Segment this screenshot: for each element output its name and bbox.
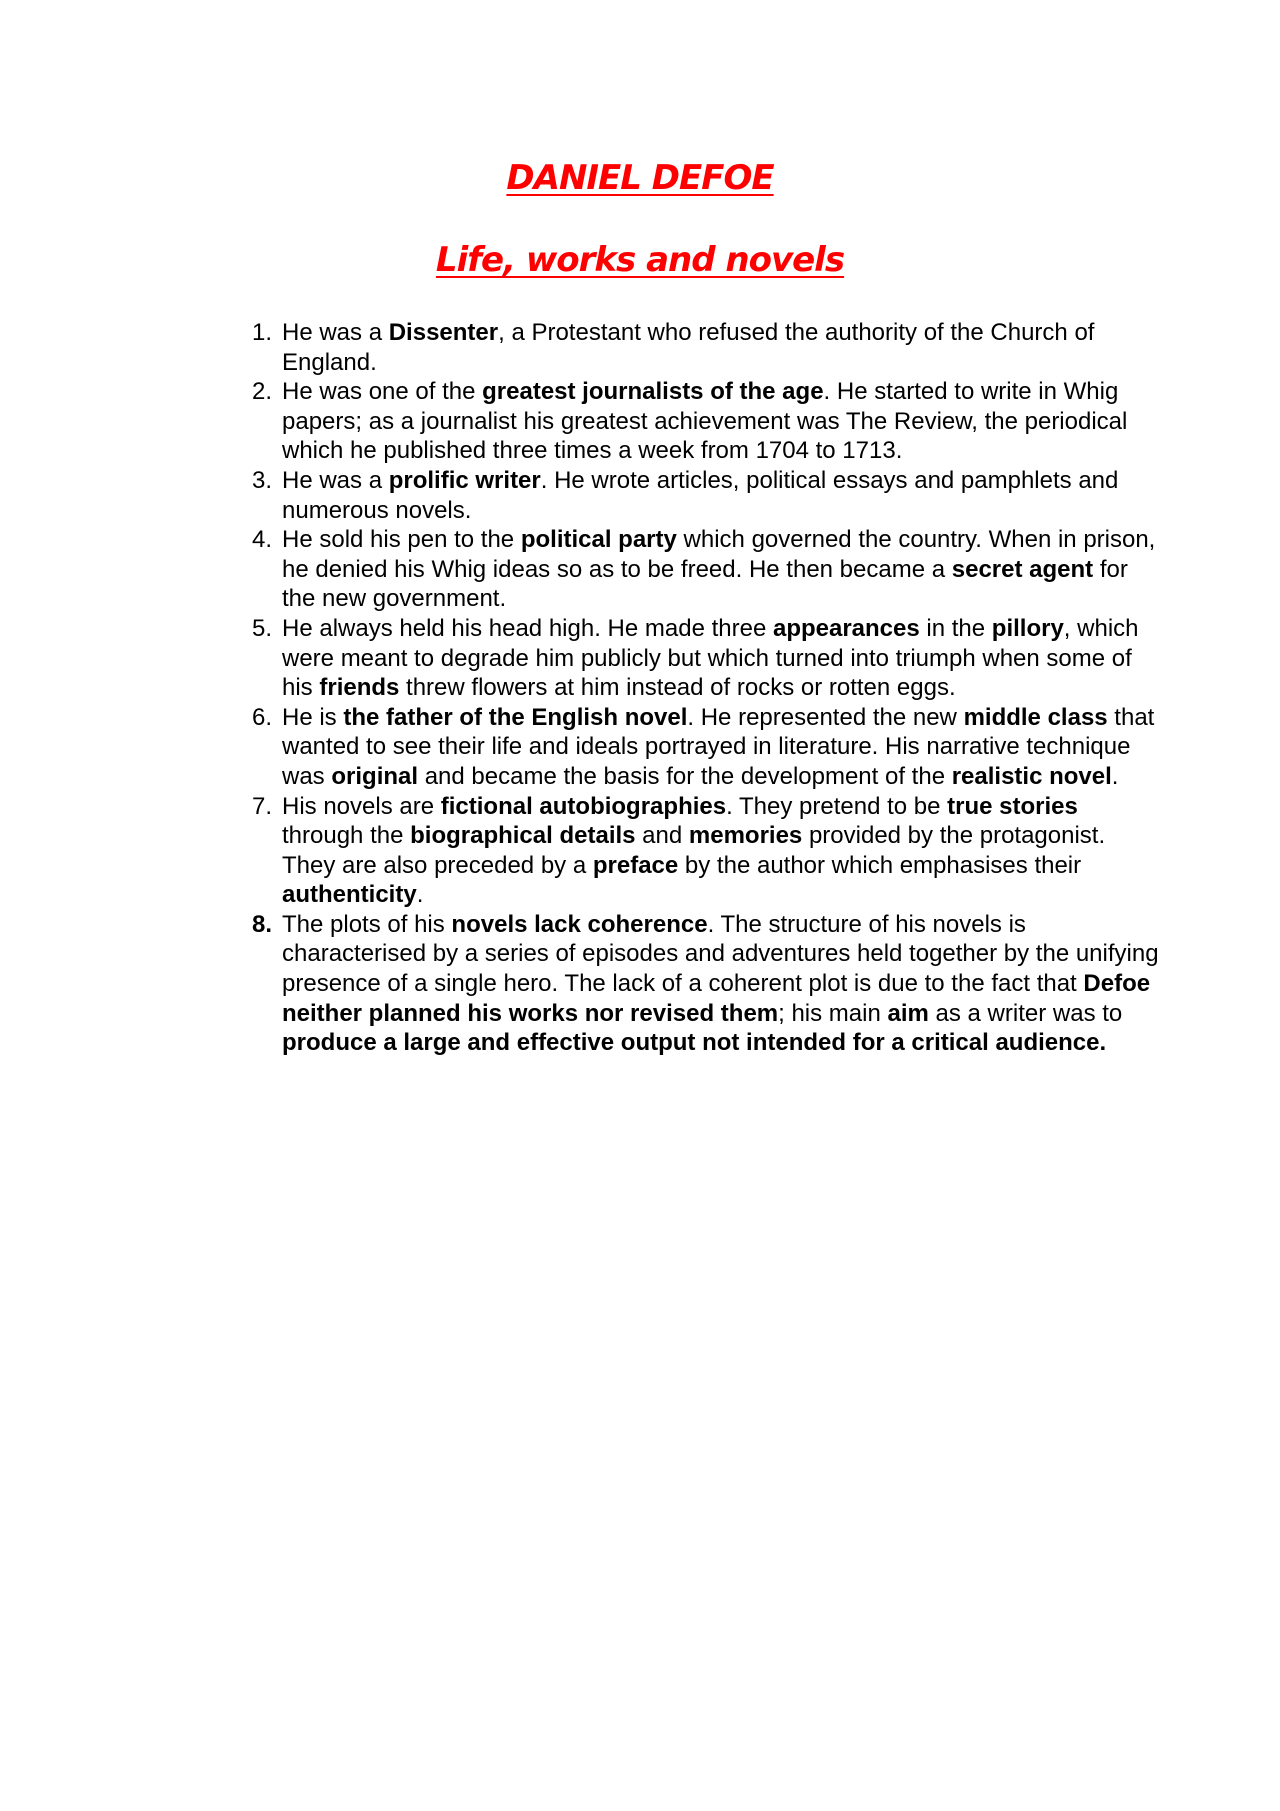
emphasis-text: realistic novel — [951, 762, 1112, 790]
list-item — [240, 703, 1160, 792]
numbered-list — [240, 318, 1160, 1058]
body-text: ; his main — [778, 999, 888, 1027]
list-item — [240, 910, 1160, 1058]
body-text: . He represented the new — [687, 703, 964, 731]
list-item — [240, 525, 1160, 614]
list-item-number: 7. — [251, 792, 272, 820]
body-text: , which were meant to degrade him publicly but which turned into triumph when some of his — [282, 614, 1139, 702]
list-item-text — [282, 615, 1139, 701]
list-item-number: 4. — [251, 526, 272, 554]
list-item — [240, 466, 1160, 525]
body-text: and became the basis for the development of the — [418, 762, 952, 790]
emphasis-text: biographical details — [410, 822, 636, 850]
emphasis-text: appearances — [772, 614, 920, 642]
emphasis-text: aim — [887, 999, 929, 1027]
body-text: for the new government. — [282, 555, 1128, 613]
list-item-number: 8. — [251, 910, 272, 938]
body-text: . — [1111, 762, 1119, 790]
emphasis-text: authenticity — [282, 881, 417, 909]
emphasis-text: prolific writer — [388, 466, 541, 494]
list-item-text — [282, 911, 1159, 1056]
emphasis-text: secret agent — [951, 555, 1094, 583]
body-text: in the — [919, 614, 992, 642]
list-item-number: 6. — [251, 703, 272, 731]
list-item — [240, 318, 1160, 377]
list-item-text — [282, 793, 1105, 909]
emphasis-text: preface — [592, 851, 679, 879]
emphasis-text: Dissenter — [388, 319, 499, 346]
body-text: and — [635, 822, 689, 850]
list-item-number: 2. — [251, 378, 272, 406]
list-item-text — [282, 467, 1118, 524]
emphasis-text: produce a large and effective output not intended for a critical audience. — [282, 1029, 1107, 1057]
emphasis-text: middle class — [963, 703, 1108, 731]
list-item-text — [282, 526, 1155, 612]
list-item — [240, 377, 1160, 466]
list-item-text — [282, 319, 1094, 376]
body-text: His novels are — [282, 792, 441, 820]
body-text: . They pretend to be — [726, 792, 948, 820]
emphasis-text: pillory — [991, 614, 1064, 642]
body-text: provided by the protagonist. They are also preceded by a — [282, 822, 1106, 879]
body-text: He was a — [282, 466, 389, 494]
body-text: . The structure of his novels is characterised by a series of episodes and adventures held together by the unifying presence of a single hero. The lack of a coherent plot is due to the fact that — [282, 910, 1159, 998]
list-item — [240, 792, 1160, 910]
body-text: which governed the country. When in prison, he denied his Whig ideas so as to be freed. He then became a — [282, 526, 1156, 583]
document-title: DANIEL DEFOE — [506, 158, 774, 198]
body-text: . — [416, 881, 424, 909]
list-item-text — [282, 704, 1154, 790]
emphasis-text: true stories — [947, 792, 1078, 820]
body-text: through the — [282, 822, 411, 850]
body-text: The plots of his — [282, 910, 452, 938]
emphasis-text: novels lack coherence — [451, 910, 708, 938]
body-text: , a Protestant who refused the authority of the Church of England. — [282, 319, 1095, 376]
body-text: . He wrote articles, political essays and pamphlets and numerous novels. — [282, 466, 1119, 524]
emphasis-text: memories — [688, 822, 803, 850]
emphasis-text: political party — [520, 526, 677, 554]
body-text: as a writer was to — [928, 999, 1123, 1027]
emphasis-text: fictional autobiographies — [440, 792, 727, 820]
emphasis-text: greatest journalists of the age — [482, 378, 824, 406]
emphasis-text: the father of the English novel — [343, 703, 688, 731]
body-text: He was a — [282, 319, 389, 346]
body-text: He always held his head high. He made three — [282, 614, 773, 642]
emphasis-text: friends — [319, 674, 400, 702]
document-subtitle: Life, works and novels — [435, 240, 845, 280]
list-item-number: 1. — [251, 319, 272, 346]
body-text: by the author which emphasises their — [678, 851, 1082, 879]
body-text: He was one of the — [282, 378, 483, 406]
body-text: that wanted to see their life and ideals portrayed in literature. His narrative technique was — [282, 703, 1155, 790]
body-text: He is — [282, 703, 344, 731]
list-item-number: 5. — [251, 614, 272, 642]
list-item — [240, 614, 1160, 703]
body-text: threw flowers at him instead of rocks or rotten eggs. — [399, 674, 956, 702]
list-item-number: 3. — [251, 466, 272, 494]
emphasis-text: original — [331, 762, 419, 790]
body-text: . He started to write in Whig papers; as a journalist his greatest achievement was The Review, the periodical which he published three times a week from 1704 to 1713. — [282, 378, 1128, 465]
emphasis-text: Defoe neither planned his works nor revised them — [282, 970, 1151, 1027]
body-text: He sold his pen to the — [282, 526, 521, 554]
list-item-text — [282, 378, 1127, 464]
